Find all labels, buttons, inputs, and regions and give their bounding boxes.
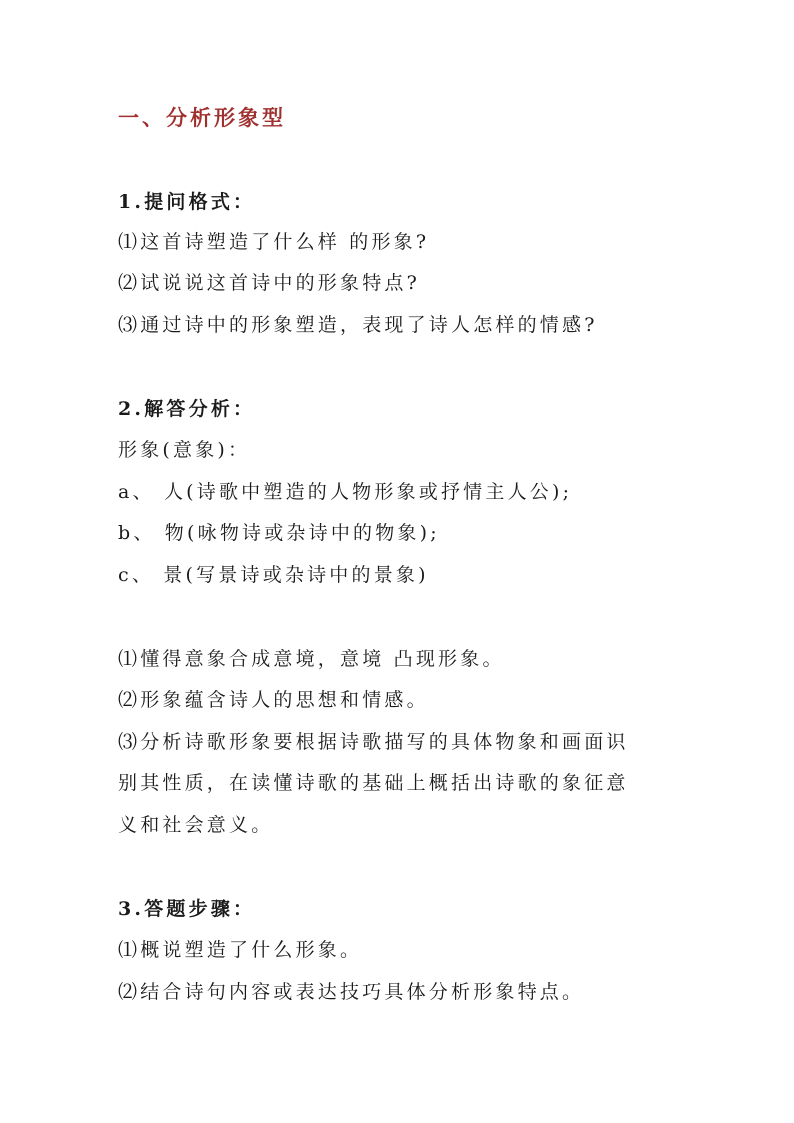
image-type-a: a、 人(诗歌中塑造的人物形象或抒情主人公); <box>118 481 573 503</box>
analysis-point-3-line-3: 义和社会意义。 <box>118 814 274 836</box>
section-title: 一、分析形象型 <box>118 105 286 130</box>
question-format-item-3: ⑶通过诗中的形象塑造，表现了诗人怎样的情感? <box>118 314 598 336</box>
answer-step-1: ⑴概说塑造了什么形象。 <box>118 939 363 961</box>
analysis-point-2: ⑵形象蕴含诗人的思想和情感。 <box>118 689 429 711</box>
analysis-point-1: ⑴懂得意象合成意境，意境 凸现形象。 <box>118 648 505 670</box>
part1-heading: 1.提问格式： <box>118 191 256 213</box>
image-intro: 形象(意象)： <box>118 439 251 461</box>
question-format-item-1: ⑴这首诗塑造了什么样 的形象? <box>118 231 430 253</box>
image-type-c: c、 景(写景诗或杂诗中的景象) <box>118 564 429 586</box>
question-format-item-2: ⑵试说说这首诗中的形象特点? <box>118 272 420 294</box>
part2-heading: 2.解答分析： <box>118 398 256 420</box>
image-type-b: b、 物(咏物诗或杂诗中的物象); <box>118 522 440 544</box>
answer-step-2: ⑵结合诗句内容或表达技巧具体分析形象特点。 <box>118 981 585 1003</box>
analysis-point-3-line-1: ⑶分析诗歌形象要根据诗歌描写的具体物象和画面识 <box>118 731 629 753</box>
analysis-point-3-line-2: 别其性质，在读懂诗歌的基础上概括出诗歌的象征意 <box>118 772 629 794</box>
part3-heading: 3.答题步骤： <box>118 898 256 920</box>
